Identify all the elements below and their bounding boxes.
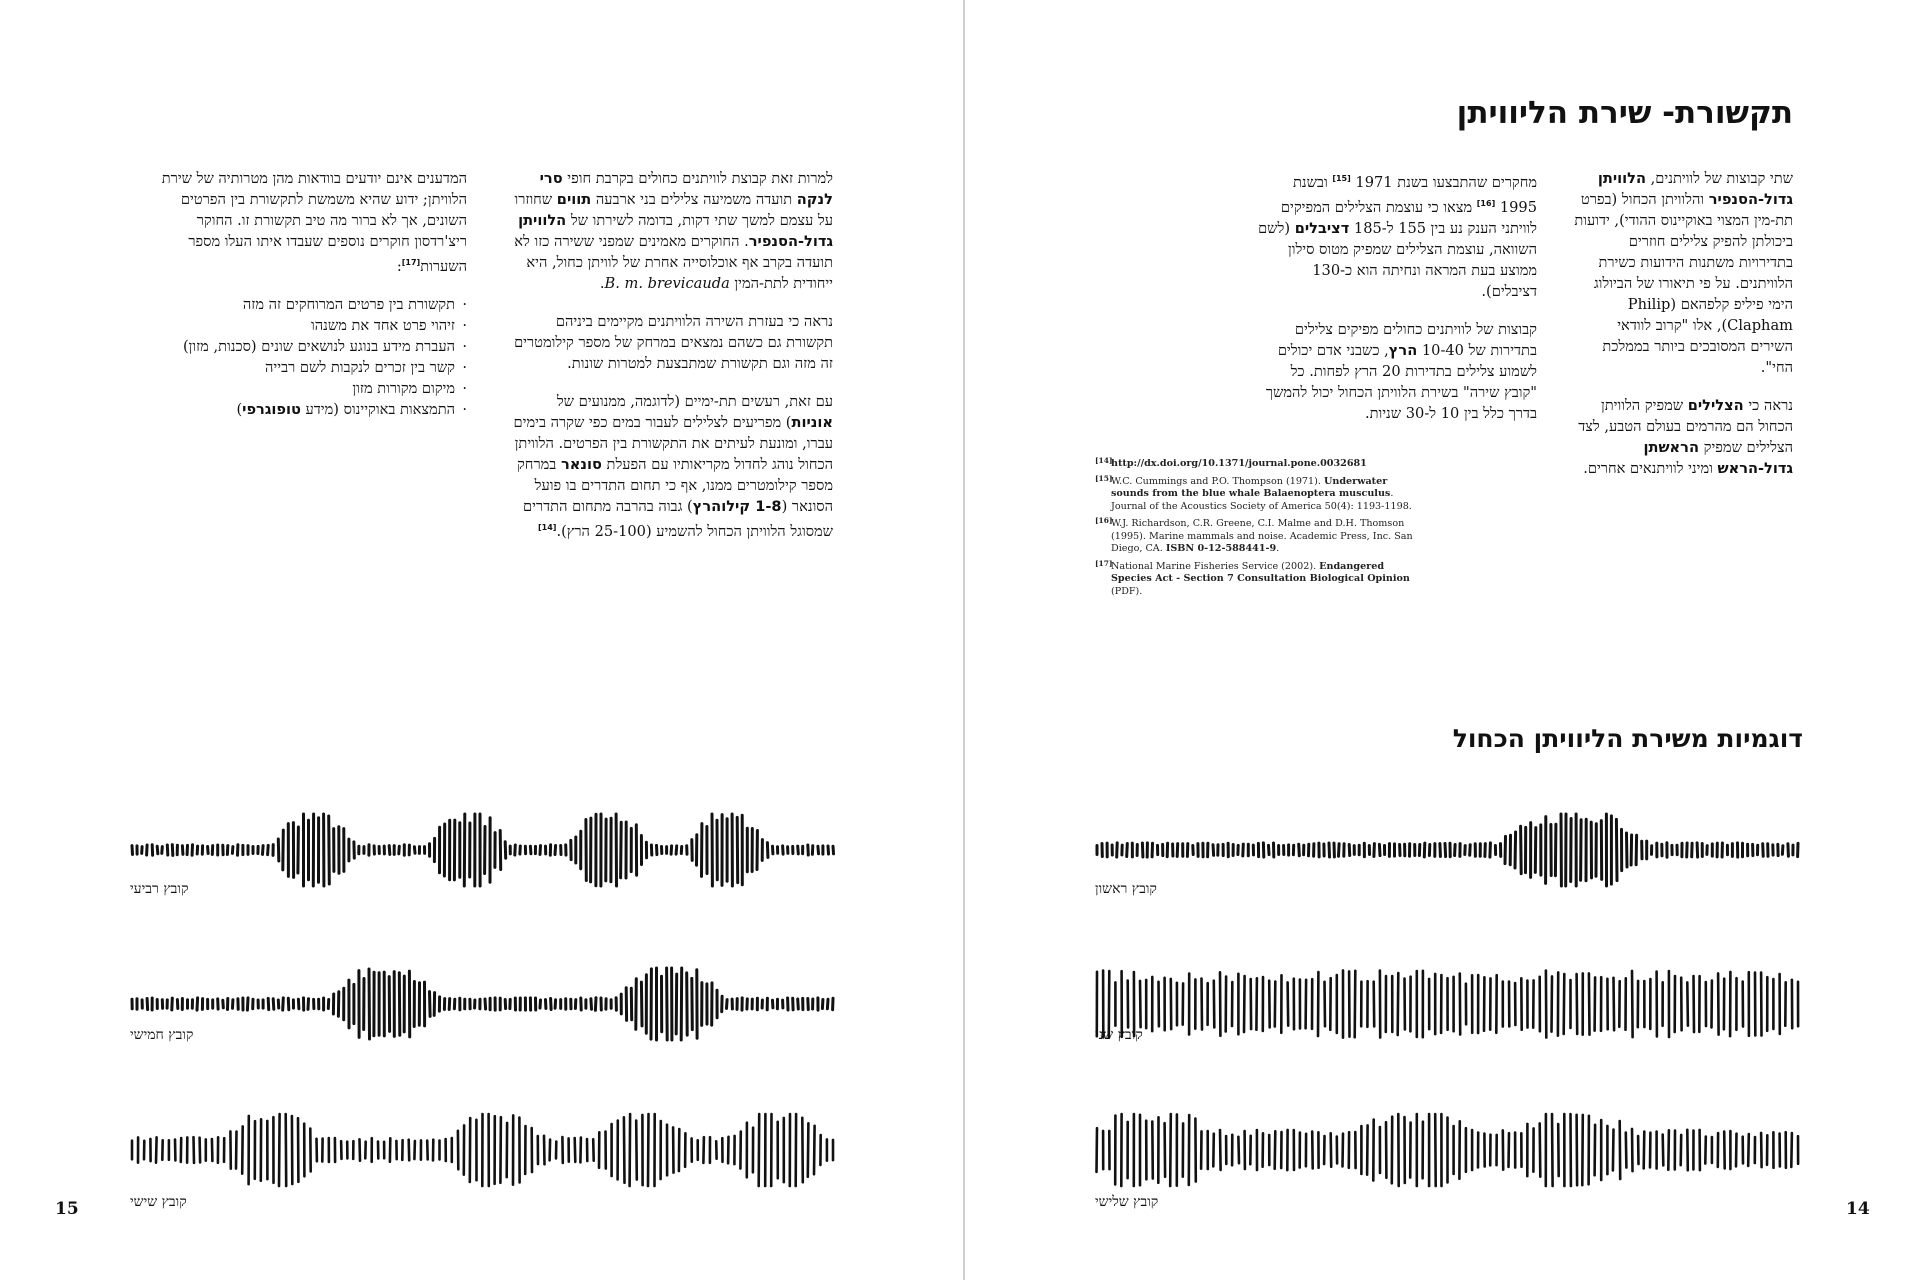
waveform-stroke	[247, 998, 248, 1010]
waveform-stroke	[737, 817, 738, 882]
waveform-stroke	[298, 827, 299, 873]
waveform-stroke	[1269, 845, 1270, 854]
left-page-column-left	[157, 168, 467, 420]
waveform-stroke	[1339, 844, 1340, 856]
waveform-stroke	[1398, 973, 1399, 1035]
waveform-stroke	[1616, 819, 1617, 880]
list-item: · התמצאות באוקיינוס (מידע טופוגרפי)	[157, 399, 467, 420]
left-page-column-right	[508, 168, 833, 559]
waveform-stroke	[515, 845, 516, 855]
waveform-stroke	[1613, 1130, 1614, 1171]
waveform-stroke	[1275, 982, 1276, 1027]
waveform-stroke	[1558, 1124, 1559, 1176]
waveform-stroke	[236, 1132, 237, 1169]
waveform-stroke	[1152, 1122, 1153, 1179]
waveform-stroke	[1379, 844, 1380, 855]
waveform-stroke	[1521, 826, 1522, 873]
waveform-stroke	[232, 847, 233, 854]
waveform-stroke	[427, 1141, 428, 1160]
waveform-stroke	[1214, 981, 1215, 1028]
waveform-stroke	[703, 1137, 704, 1163]
waveform-stroke	[1243, 844, 1244, 856]
waveform-stroke	[580, 1138, 581, 1163]
waveform-stroke	[409, 1140, 410, 1161]
waveform-stroke	[808, 1123, 809, 1176]
waveform-stroke	[530, 846, 531, 853]
waveform-stroke	[828, 846, 829, 854]
waveform-stroke	[147, 845, 148, 855]
waveform-stroke	[1142, 843, 1143, 857]
waveform-stroke	[1275, 1131, 1276, 1168]
waveform-stroke	[1374, 982, 1375, 1027]
waveform-stroke	[1097, 1128, 1098, 1172]
waveform-stroke	[1220, 1130, 1221, 1170]
waveform-stroke	[783, 846, 784, 854]
waveform-stroke	[1355, 971, 1356, 1037]
waveform-stroke	[1636, 835, 1637, 864]
waveform-stroke	[182, 846, 183, 855]
waveform-stroke	[1325, 982, 1326, 1026]
waveform-stroke	[1505, 836, 1506, 863]
waveform-stroke	[1238, 1137, 1239, 1163]
paragraph: קבוצות של לוויתנים כחולים מפיקים צלילים בתדירות של 10-40 הרץ, כשבני אדם יכולים לשמוע צלילים בתדירות 20 הרץ לפחות. כל "קובץ שירה" בשירת הלוויתן הכחול יכול להמשך בדרך כלל בין 10 ל-30 שניות.	[1265, 320, 1537, 422]
page-title: תקשורת- שירת הליוויתן	[1456, 95, 1793, 131]
waveform-stroke	[630, 1114, 631, 1186]
waveform-stroke	[767, 843, 768, 858]
waveform-stroke	[1299, 844, 1300, 855]
waveform-stroke	[1718, 973, 1719, 1034]
waveform-stroke	[157, 846, 158, 854]
waveform-stroke	[648, 1114, 649, 1186]
waveform-stroke	[1515, 832, 1516, 868]
page-number-right: 14	[1846, 1199, 1870, 1219]
waveform-stroke	[1582, 1115, 1583, 1185]
list-item: · תקשורת בין פרטים המרוחקים זה מזה	[157, 294, 467, 315]
waveform-stroke	[802, 1118, 803, 1182]
waveform-stroke	[814, 1126, 815, 1174]
waveform-stroke	[1213, 845, 1214, 856]
waveform-stroke	[147, 999, 148, 1010]
waveform-stroke	[1306, 980, 1307, 1028]
waveform-stroke	[1177, 844, 1178, 857]
waveform-stroke	[1705, 1137, 1706, 1164]
waveform-stroke	[1256, 978, 1257, 1029]
waveform-stroke	[1632, 971, 1633, 1037]
waveform-stroke	[389, 846, 390, 855]
waveform-stroke	[1761, 1133, 1762, 1167]
waveform-stroke	[1440, 844, 1441, 857]
waveform-sample-3	[1095, 1110, 1800, 1190]
waveform-stroke	[1535, 828, 1536, 873]
waveform-stroke	[162, 847, 163, 854]
waveform-stroke	[242, 1126, 243, 1173]
waveform-stroke	[1445, 844, 1446, 857]
references	[1095, 458, 1415, 603]
waveform-stroke	[1329, 843, 1330, 857]
waveform-stroke	[808, 845, 809, 855]
waveform-stroke	[692, 978, 693, 1029]
waveform-stroke	[279, 1114, 280, 1186]
waveform-stroke	[671, 846, 672, 854]
page-fold	[963, 0, 965, 1280]
waveform-stroke	[172, 845, 173, 856]
waveform-stroke	[369, 969, 370, 1039]
waveform-stroke	[540, 1000, 541, 1008]
waveform-stroke	[1791, 1133, 1792, 1167]
waveform-stroke	[1595, 1125, 1596, 1175]
waveform-stroke	[1564, 974, 1565, 1034]
waveform-stroke	[822, 1000, 823, 1009]
waveform-stroke	[1343, 1134, 1344, 1167]
right-page-column-left	[1257, 168, 1537, 441]
paragraph: נראה כי הצלילים שמפיק הלוויתן הכחול הם מהרמים בעולם הטבע, לצד הצלילים שמפיק הראשתן גדול-הראש ומיני לוויתנאים אחרים.	[1578, 397, 1793, 477]
waveform-stroke	[593, 1139, 594, 1160]
waveform-label: קובץ חמישי	[130, 1027, 194, 1043]
waveform-stroke	[544, 1136, 545, 1164]
waveform-stroke	[414, 1141, 415, 1159]
waveform-stroke	[1581, 820, 1582, 881]
waveform-stroke	[1626, 1133, 1627, 1168]
waveform-stroke	[667, 968, 668, 1040]
waveform-stroke	[1668, 1130, 1669, 1169]
waveform-stroke	[1244, 976, 1245, 1032]
waveform-stroke	[268, 845, 269, 854]
waveform-stroke	[1312, 1132, 1313, 1169]
waveform-stroke	[621, 822, 622, 878]
waveform-stroke	[1170, 1114, 1171, 1186]
paragraph: נראה כי בעזרת השירה הלוויתנים מקיימים ביניהם תקשורת גם כשהם נמצאים במרחק של מספר קילומטרים זה מזה וגם תקשורת שמתבצעת למטרות שונות.	[514, 313, 833, 372]
waveform-stroke	[1555, 824, 1556, 875]
waveform-stroke	[1424, 843, 1425, 857]
waveform-stroke	[1470, 845, 1471, 855]
waveform-stroke	[1748, 1134, 1749, 1166]
waveform-sample-1	[1095, 810, 1800, 890]
waveform-stroke	[167, 845, 168, 855]
waveform-stroke	[200, 1138, 201, 1163]
waveform-stroke	[399, 973, 400, 1036]
reference-item: [16] W.J. Richardson, C.R. Greene, C.I. Malme and D.H. Thomson (1995). Marine mammals and noise. Academic Press, Inc. San Diego, CA. ISBN 0-12-588441-9.	[1095, 516, 1413, 554]
waveform-stroke	[1552, 976, 1553, 1031]
waveform-stroke	[676, 974, 677, 1034]
waveform-stroke	[1577, 974, 1578, 1034]
waveform-stroke	[555, 846, 556, 855]
waveform-stroke	[1374, 844, 1375, 857]
waveform-stroke	[273, 999, 274, 1009]
waveform-stroke	[1736, 1134, 1737, 1167]
waveform-stroke	[727, 1000, 728, 1009]
reference-item: [17] National Marine Fisheries Service (2002). Endangered Species Act - Section 7 Consultation Biological Opinion (PDF).	[1095, 558, 1410, 597]
waveform-sample-6	[130, 1110, 835, 1190]
right-page-column-right	[1573, 168, 1793, 496]
list-item: · העברת מידע בנוגע לנושאים שונים (סכנות, מזון)	[157, 336, 467, 357]
waveform-stroke	[798, 846, 799, 854]
waveform-stroke	[1697, 843, 1698, 857]
waveform-stroke	[798, 999, 799, 1009]
waveform-stroke	[430, 992, 431, 1017]
waveform-stroke	[1589, 973, 1590, 1034]
waveform-stroke	[283, 998, 284, 1010]
waveform-stroke	[595, 998, 596, 1011]
waveform-stroke	[1165, 1123, 1166, 1177]
waveform-stroke	[1631, 835, 1632, 865]
waveform-stroke	[1620, 1121, 1621, 1179]
waveform-stroke	[641, 982, 642, 1026]
waveform-stroke	[676, 846, 677, 854]
waveform-stroke	[827, 999, 828, 1008]
waveform-stroke	[1577, 1115, 1578, 1185]
waveform-label: קובץ ראשון	[1095, 881, 1157, 897]
waveform-label: קובץ שני	[1095, 1027, 1143, 1043]
waveform-stroke	[1269, 981, 1270, 1028]
waveform-stroke	[505, 842, 506, 858]
bullet-list	[157, 294, 467, 420]
waveform-stroke	[1687, 1130, 1688, 1170]
waveform-stroke	[500, 831, 501, 870]
waveform-stroke	[172, 998, 173, 1010]
waveform-label: קובץ שלישי	[1095, 1194, 1159, 1210]
waveform-stroke	[1140, 981, 1141, 1027]
waveform-stroke	[360, 1139, 361, 1160]
waveform-stroke	[1681, 1135, 1682, 1165]
waveform-stroke	[1331, 1133, 1332, 1166]
reference-item: [14] http://dx.doi.org/10.1371/journal.pone.0032681	[1095, 456, 1367, 469]
waveform-stroke	[268, 998, 269, 1009]
waveform-stroke	[449, 999, 450, 1010]
waveform-stroke	[591, 999, 592, 1009]
waveform-stroke	[1540, 1123, 1541, 1176]
waveform-stroke	[212, 1139, 213, 1161]
waveform-stroke	[1763, 844, 1764, 856]
waveform-stroke	[624, 1117, 625, 1182]
waveform-stroke	[156, 1137, 157, 1162]
waveform-stroke	[414, 847, 415, 854]
waveform-stroke	[687, 973, 688, 1035]
waveform-stroke	[1127, 844, 1128, 857]
waveform-stroke	[223, 1000, 224, 1008]
paragraph: למרות זאת קבוצת לוויתנים כחולים בקרבת חופי סרי לנקה תועדה משמיעה צלילים בני ארבעה תווים שחוזרו על עצמם למשך שתי דקות, בדומה לשירתו של הלוויתן גדול-הסנפיר. החוקרים מאמינים שמפני ששירה כזו לא תועדה בקרב אף אוכלוסייה אחרת של לוויתן כחול, היא ייחודית לתת-המין B. m. brevicauda.	[514, 170, 833, 292]
paragraph: המדענים אינם יודעים בוודאות מהן מטרותיה של שירת הלוויתן; ידוע שהיא משמשת לתקשורת בין הפרטים השונים, אך לא ברור מה טיב תקשורת זו. החוקר ריצ'רדסון חוקרים נוספים שעבדו איתו העלו מספר השערות[17]:	[161, 170, 467, 275]
waveform-stroke	[308, 999, 309, 1010]
waveform-stroke	[636, 1121, 637, 1180]
waveform-stroke	[283, 830, 284, 870]
waveform-stroke	[1627, 833, 1628, 867]
list-item: · זיהוי פרט אחד את משנהו	[157, 315, 467, 336]
waveform-stroke	[298, 999, 299, 1008]
waveform-stroke	[1614, 978, 1615, 1030]
waveform-stroke	[575, 1138, 576, 1162]
waveform-stroke	[1490, 843, 1491, 857]
waveform-stroke	[1509, 1133, 1510, 1167]
waveform-stroke	[1788, 844, 1789, 856]
waveform-stroke	[1687, 982, 1688, 1025]
waveform-stroke	[278, 839, 279, 861]
waveform-stroke	[681, 968, 682, 1040]
waveform-stroke	[555, 1000, 556, 1008]
waveform-stroke	[194, 1137, 195, 1163]
waveform-stroke	[132, 846, 133, 855]
paragraph: מחקרים שהתבצעו בשנת 1971 [15] ובשנת 1995 [16] מצאו כי עוצמת הצלילים המפיקים לוויתני הענק נע בין 155 ל-185 דציבלים (לשם השוואה, עוצמת הצלילים שמפיק מטוס סילון ממוצע בעת המראה ונחיתה הוא כ-130 דציבלים).	[1258, 173, 1537, 300]
waveform-stroke	[818, 846, 819, 853]
waveform-stroke	[286, 1114, 287, 1186]
list-item: · קשר בין זכרים לנקבות לשם רבייה	[157, 357, 467, 378]
waveform-sample-4	[130, 810, 835, 890]
waveform-stroke	[1367, 1125, 1368, 1174]
waveform-label: קובץ שישי	[130, 1194, 187, 1210]
waveform-stroke	[399, 846, 400, 854]
waveform-stroke	[1595, 977, 1596, 1030]
waveform-stroke	[1435, 1114, 1436, 1186]
paragraph: עם זאת, רעשים תת-ימיים (לדוגמה, ממנועים של אוניות) מפריעים לצלילים לעבור במים כפי שקרה בימים עברו, ומונעת לעיתים את התקשורת בין הפרטים. הלוויתן הכחול נוהג לחדול מקריאותיו עם הפעלת סונאר במרחק מספר קילומטרים ממנו, אף כי תחום התדרים בו פועל הסונאר (1-8 קילוהרץ) גבוה בהרבה מתחום התדרים שמסוגל הלוויתן הכחול להשמיע (25-100 הרץ).[14]	[513, 393, 833, 540]
waveform-stroke	[1724, 1132, 1725, 1169]
waveform-stroke	[1213, 1134, 1214, 1167]
waveform-stroke	[1288, 982, 1289, 1025]
waveform-stroke	[1117, 843, 1118, 857]
page-number-left: 15	[55, 1199, 79, 1219]
samples-title: דוגמיות משירת הליוויתן הכחול	[1452, 724, 1803, 753]
waveform-stroke	[636, 979, 637, 1030]
waveform-stroke	[1349, 845, 1350, 856]
waveform-stroke	[1202, 979, 1203, 1030]
waveform-stroke	[263, 846, 264, 855]
waveform-stroke	[197, 998, 198, 1010]
waveform-stroke	[1632, 1129, 1633, 1171]
waveform-stroke	[329, 816, 330, 884]
waveform-stroke	[208, 847, 209, 854]
waveform-stroke	[833, 846, 834, 854]
waveform-stroke	[1782, 846, 1783, 855]
waveform-stroke	[540, 846, 541, 855]
waveform-stroke	[808, 999, 809, 1010]
waveform-stroke	[1455, 845, 1456, 856]
waveform-stroke	[759, 1114, 760, 1186]
waveform-stroke	[1644, 1132, 1645, 1169]
paragraph: שתי קבוצות של לוויתנים, הלוויתן גדול-הסנפיר והלוויתן הכחול (בפרט תת-מין המצוי באוקיינוס ההודי), ידועות ביכולתן להפיק צלילים חוזרים בתדירויות משתנות הידועות כשירת הלוויתנים. על פי תיאורו של הביולוג הימי פיליפ קלפהאם (Philip Clapham), אלו "קרוב לוודאי השירים המסובכים ביותר בממלכת החי".	[1574, 170, 1793, 376]
waveform-stroke	[464, 814, 465, 886]
waveform-stroke	[551, 999, 552, 1010]
waveform-stroke	[550, 1140, 551, 1161]
waveform-stroke	[1552, 1114, 1553, 1186]
waveform-stroke	[1694, 976, 1695, 1032]
waveform-stroke	[288, 998, 289, 1009]
waveform-label: קובץ רביעי	[130, 881, 189, 897]
waveform-stroke	[485, 999, 486, 1009]
waveform-stroke	[1663, 1135, 1664, 1166]
list-item: · מיקום מקורות מזון	[157, 378, 467, 399]
waveform-stroke	[500, 1117, 501, 1183]
reference-item: [15] W.C. Cummings and P.O. Thompson (1971). Underwater sounds from the blue whale Balaenoptera musculus. Journal of the Acoustics Society of America 50(4): 1193-1198.	[1095, 473, 1412, 512]
